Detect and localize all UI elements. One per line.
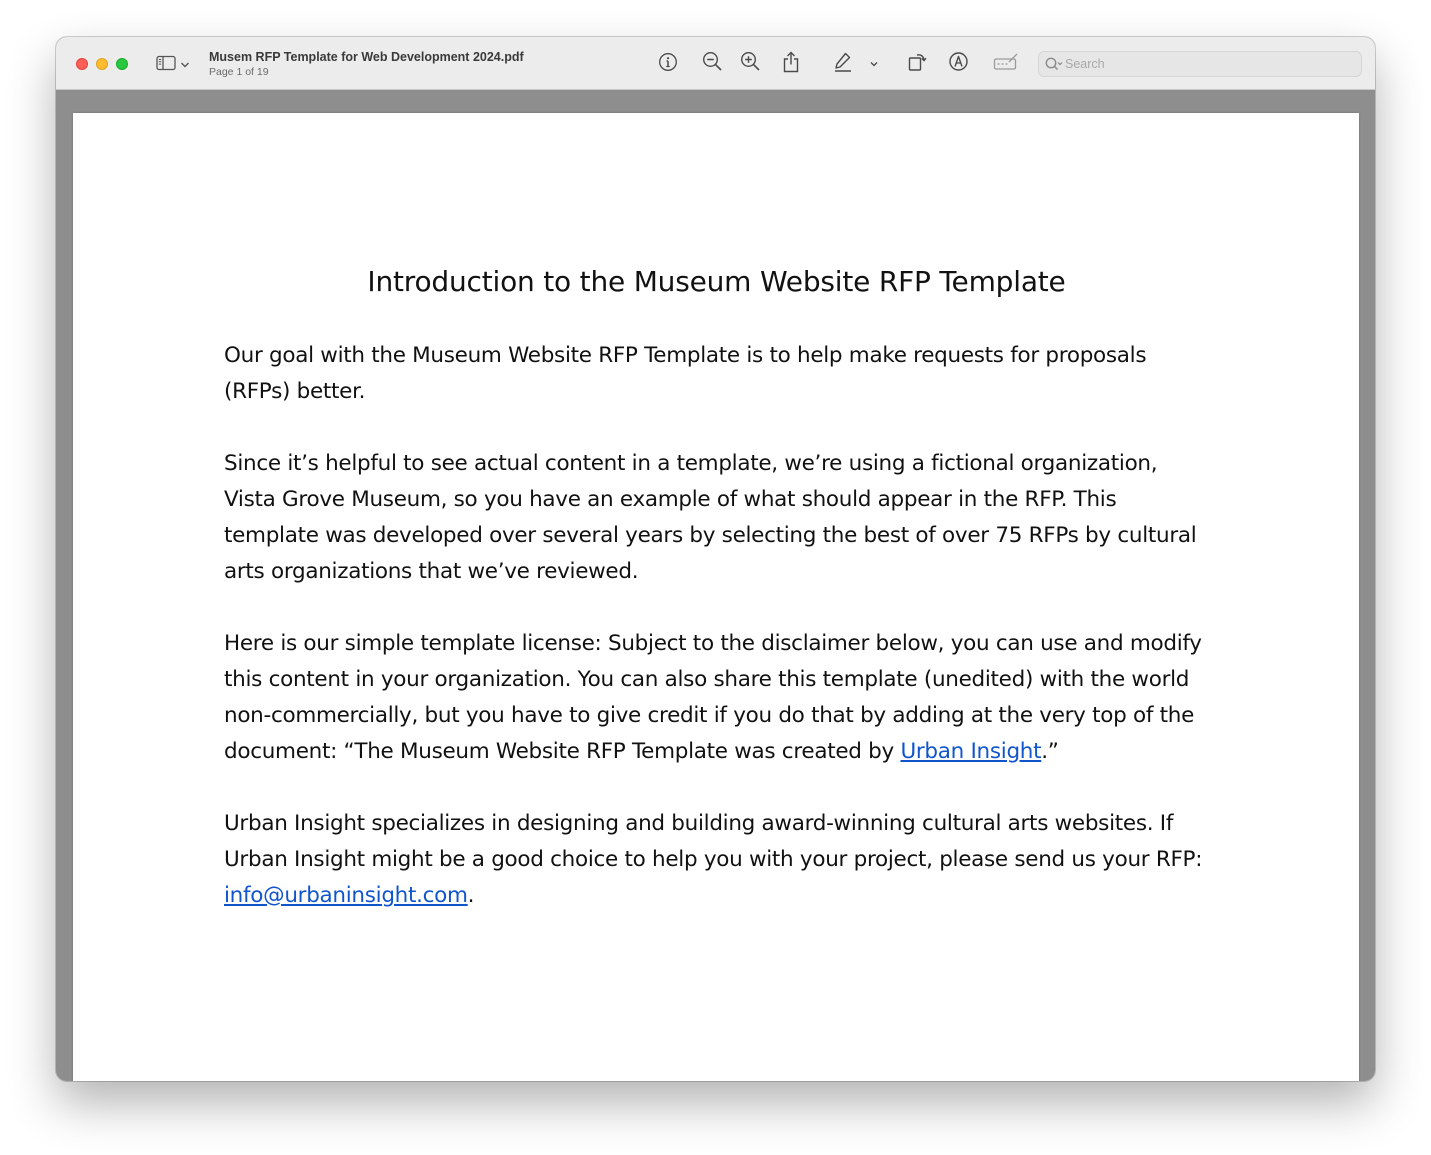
share-button[interactable] xyxy=(780,53,802,75)
pdf-page xyxy=(73,113,1359,1081)
chevron-down-icon xyxy=(180,56,190,74)
sidebar-toggle-button[interactable] xyxy=(156,55,196,75)
rotate-button[interactable] xyxy=(906,53,928,75)
sidebar-icon xyxy=(156,55,176,76)
zoom-in-icon xyxy=(740,51,761,77)
document-heading: Introduction to the Museum Website RFP Template xyxy=(367,265,1066,298)
info-icon xyxy=(658,52,678,77)
license-text: Here is our simple template license: Subject to the disclaimer below, you can use and modify this content in your organization. You can also share this template (unedited) with the world non-commercially, but you have to give credit if you do that by adding at the very top of the document: “The Museum Website RFP Template was created by xyxy=(224,631,1202,764)
paragraph-contact xyxy=(224,806,1214,914)
search-icon xyxy=(1044,56,1064,74)
form-fill-button[interactable] xyxy=(992,53,1020,75)
zoom-in-button[interactable] xyxy=(739,53,761,75)
minimize-window-button[interactable] xyxy=(96,58,108,70)
preview-window xyxy=(56,37,1375,1081)
page-content xyxy=(224,265,1214,950)
zoom-window-button[interactable] xyxy=(116,58,128,70)
email-link[interactable]: info@urbaninsight.com xyxy=(224,883,468,908)
rotate-icon xyxy=(907,51,928,77)
zoom-out-icon xyxy=(702,51,723,77)
paragraph-license xyxy=(224,626,1214,770)
search-input[interactable] xyxy=(1065,55,1345,73)
license-text-end: .” xyxy=(1041,739,1059,764)
highlight-pen-icon xyxy=(833,51,853,77)
close-window-button[interactable] xyxy=(76,58,88,70)
form-fill-icon xyxy=(993,52,1019,77)
urban-insight-link[interactable]: Urban Insight xyxy=(900,739,1042,764)
paragraph-goal: Our goal with the Museum Website RFP Template is to help make requests for proposals (RFPs) better. xyxy=(224,343,1147,404)
share-icon xyxy=(782,51,800,78)
highlight-options-button[interactable] xyxy=(867,53,881,75)
contact-text: Urban Insight specializes in designing and building award-winning cultural arts websites. If Urban Insight might be a good choice to help you with your project, please send us your RFP: xyxy=(224,811,1203,872)
highlight-button[interactable] xyxy=(832,53,854,75)
toolbar xyxy=(56,37,1375,90)
info-button[interactable] xyxy=(657,53,679,75)
page-indicator: Page 1 of 19 xyxy=(209,66,269,78)
markup-button[interactable] xyxy=(947,53,969,75)
zoom-out-button[interactable] xyxy=(701,53,723,75)
paragraph-example: Since it’s helpful to see actual content in a template, we’re using a fictional organization, Vista Grove Museum, so you have an example of what should appear in the RFP. This template was developed over several years by selecting the best of over 75 RFPs by cultural arts organizations that we’ve reviewed. xyxy=(224,451,1197,584)
contact-text-end: . xyxy=(467,883,475,908)
search-field[interactable] xyxy=(1038,51,1362,77)
markup-icon xyxy=(948,51,969,77)
document-title: Musem RFP Template for Web Development 2024.pdf xyxy=(209,50,524,64)
chevron-down-icon xyxy=(869,55,879,73)
